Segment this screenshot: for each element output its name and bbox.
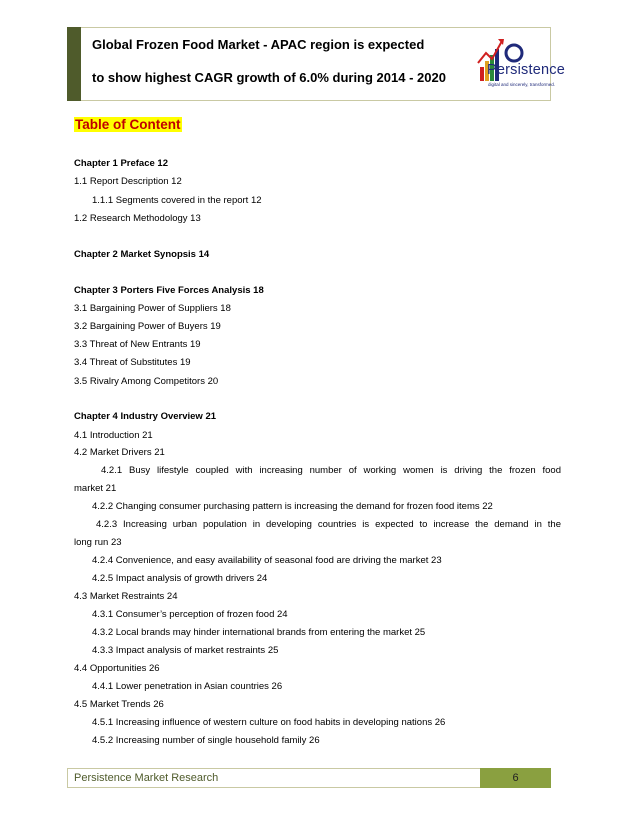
toc-entry: Chapter 3 Porters Five Forces Analysis 18 [74, 285, 264, 296]
page-number: 6 [512, 772, 519, 784]
toc-entry: 4.3 Market Restraints 24 [74, 591, 178, 602]
toc-entry: 3.3 Threat of New Entrants 19 [74, 339, 201, 350]
toc-entry: 4.3.2 Local brands may hinder international brands from entering the market 25 [92, 627, 426, 638]
toc-heading: Table of Content [75, 117, 181, 132]
toc-entry: Chapter 4 Industry Overview 21 [74, 411, 217, 422]
toc-entry: 1.1 Report Description 12 [74, 176, 182, 187]
toc-entry: 3.4 Threat of Substitutes 19 [74, 357, 191, 368]
logo-tagline: digital and sincerely, transformed. [488, 82, 555, 87]
toc-entry: 4.3.3 Impact analysis of market restraints 25 [92, 645, 279, 656]
toc-entry: 4.2.1 Busy lifestyle coupled with increasing number of working women is driving the frozen food [101, 465, 561, 476]
report-title-line-1: Global Frozen Food Market - APAC region is expected [92, 37, 425, 52]
toc-entry: 4.3.1 Consumer’s perception of frozen food 24 [92, 609, 288, 620]
toc-entry: 4.5.1 Increasing influence of western culture on food habits in developing nations 26 [92, 717, 446, 728]
toc-entry: 3.2 Bargaining Power of Buyers 19 [74, 321, 221, 332]
toc-entry: 4.2.4 Convenience, and easy availability of seasonal food are driving the market 23 [92, 555, 442, 566]
toc-entry: long run 23 [74, 537, 122, 548]
toc-entry: 4.2 Market Drivers 21 [74, 447, 165, 458]
header-accent-bar [67, 27, 81, 101]
toc-entry: 4.5.2 Increasing number of single household family 26 [92, 735, 320, 746]
toc-entry: Chapter 1 Preface 12 [74, 158, 168, 169]
toc-entry: 4.1 Introduction 21 [74, 430, 153, 441]
toc-entry: 4.2.5 Impact analysis of growth drivers 24 [92, 573, 268, 584]
logo-wordmark: Persistence [487, 62, 565, 78]
toc-entry: 4.4 Opportunities 26 [74, 663, 160, 674]
toc-entry: 3.5 Rivalry Among Competitors 20 [74, 376, 219, 387]
toc-entry: Chapter 2 Market Synopsis 14 [74, 249, 210, 260]
toc-entry: 4.2.3 Increasing urban population in developing countries is expected to increase the demand in the [96, 519, 561, 530]
toc-entry: market 21 [74, 483, 117, 494]
toc-entry: 1.1.1 Segments covered in the report 12 [92, 195, 262, 206]
footer-publisher-label: Persistence Market Research [74, 772, 219, 784]
toc-entry: 4.4.1 Lower penetration in Asian countries 26 [92, 681, 283, 692]
toc-entry: 3.1 Bargaining Power of Suppliers 18 [74, 303, 231, 314]
toc-entry: 1.2 Research Methodology 13 [74, 213, 201, 224]
report-title-line-2: to show highest CAGR growth of 6.0% during 2014 - 2020 [92, 70, 446, 85]
toc-entry: 4.5 Market Trends 26 [74, 699, 164, 710]
toc-entry: 4.2.2 Changing consumer purchasing pattern is increasing the demand for frozen food items 22 [92, 501, 493, 512]
